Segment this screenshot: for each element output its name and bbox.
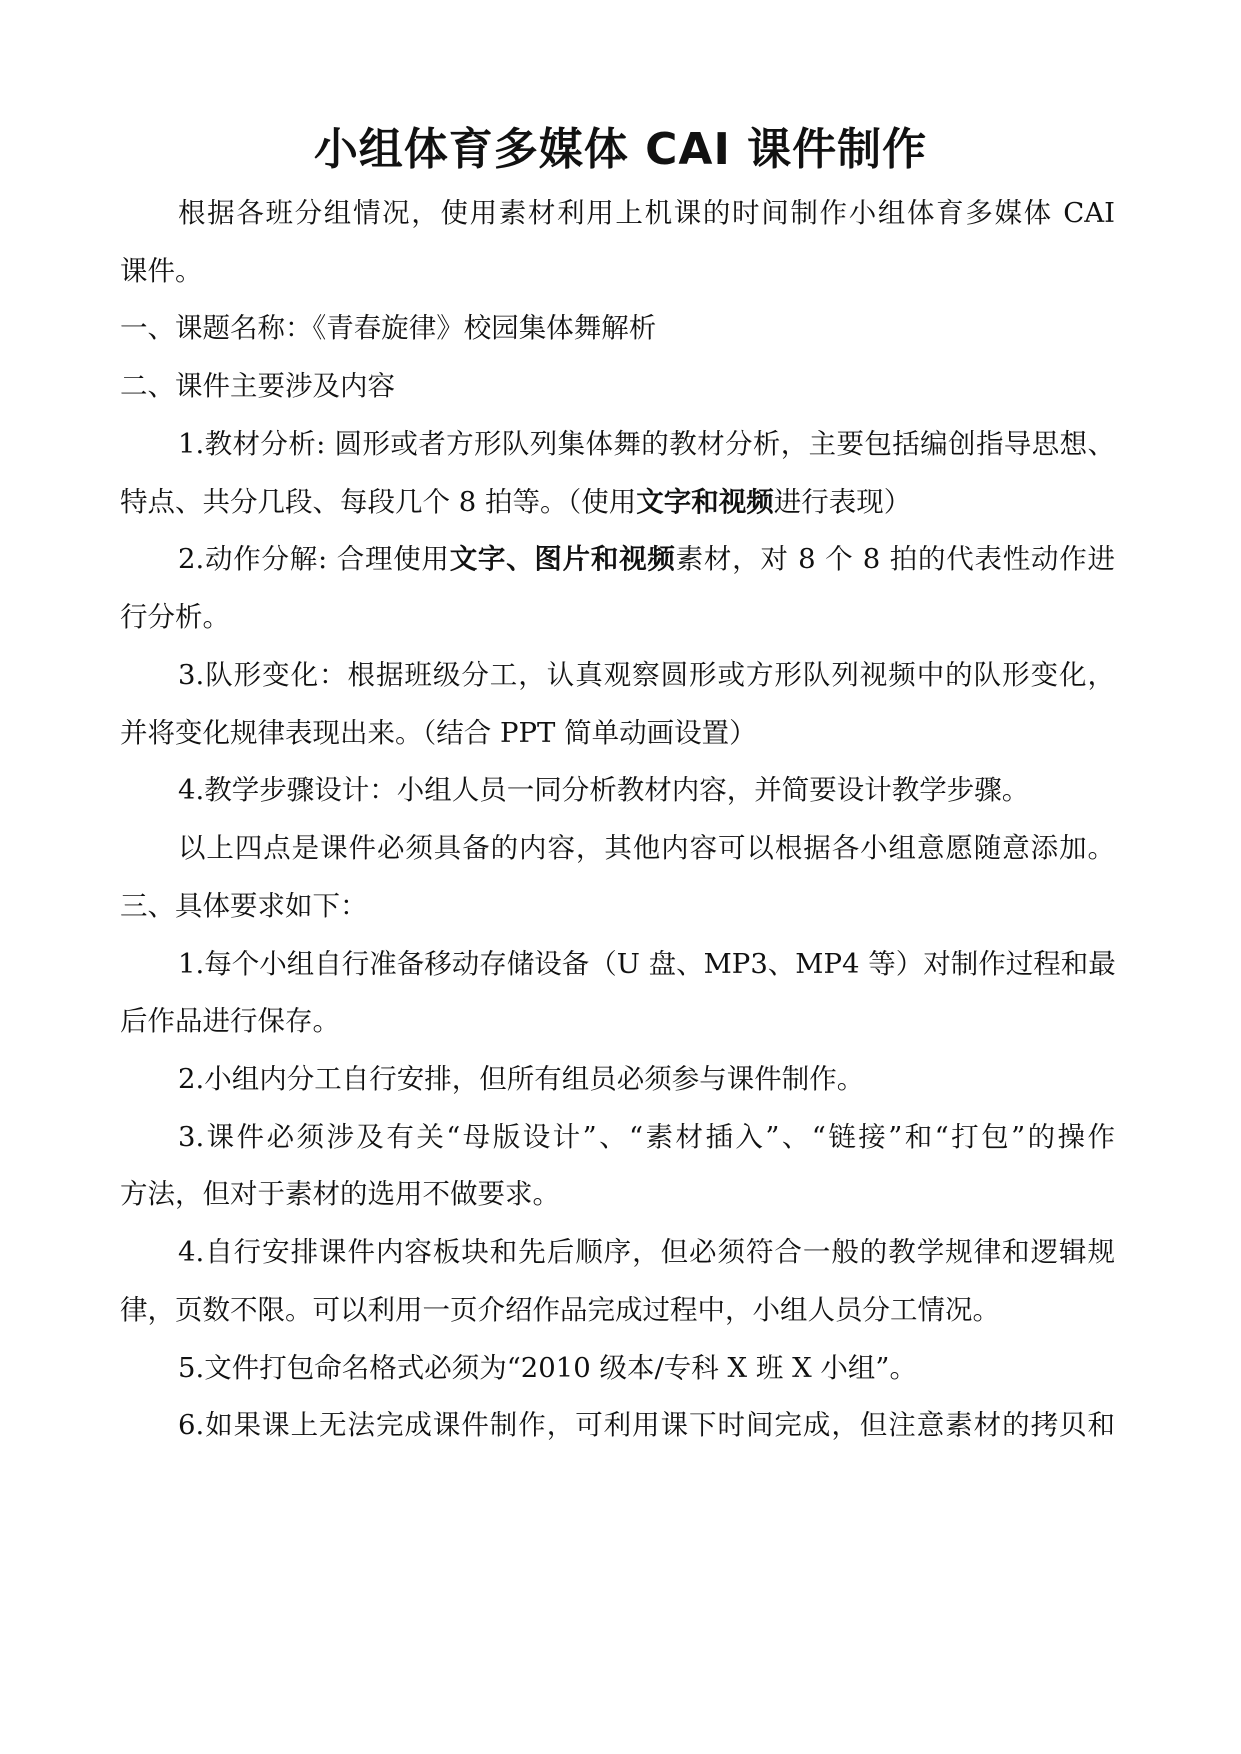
requirement-4-line-2: 律，页数不限。可以利用一页介绍作品完成过程中，小组人员分工情况。 [120, 1294, 1000, 1326]
requirement-3-line-2: 方法，但对于素材的选用不做要求。 [120, 1178, 560, 1210]
section-heading-1: 一、课题名称：《青春旋律》校园集体舞解析 [120, 312, 657, 344]
section-heading-3: 三、具体要求如下： [120, 890, 368, 922]
content-item-3-line-2: 并将变化规律表现出来。（结合 PPT 简单动画设置） [120, 717, 757, 749]
text-run: 特点、共分几段、每段几个 8 拍等。（使用 [120, 486, 637, 518]
requirement-2-line-1: 2.小组内分工自行安排，但所有组员必须参与课件制作。 [178, 1063, 865, 1095]
bold-emphasis: 文字、图片和视频 [449, 543, 676, 575]
intro-line-1: 根据各班分组情况，使用素材利用上机课的时间制作小组体育多媒体 CAI [178, 197, 1115, 229]
requirement-6-line-1: 6.如果课上无法完成课件制作，可利用课下时间完成，但注意素材的拷贝和 [178, 1409, 1115, 1441]
content-item-1-line-1: 1.教材分析: 圆形或者方形队列集体舞的教材分析，主要包括编创指导思想、 [178, 428, 1115, 460]
text-run: 进行表现） [773, 486, 912, 518]
page-title: 小组体育多媒体 CAI 课件制作 [313, 124, 928, 175]
content-item-2-line-1 [178, 539, 1115, 579]
content-item-3-line-1: 3.队形变化：根据班级分工，认真观察圆形或方形队列视频中的队形变化， [178, 659, 1115, 691]
intro-line-2: 课件。 [120, 255, 203, 287]
content-item-4-line-1: 4.教学步骤设计：小组人员一同分析教材内容，并简要设计教学步骤。 [178, 774, 1030, 806]
requirement-3-line-1: 3.课件必须涉及有关“母版设计”、“素材插入”、“链接”和“打包”的操作 [178, 1121, 1115, 1153]
content-item-1-line-2 [120, 482, 1115, 522]
text-run: 素材，对 8 个 8 拍的代表性动作进 [675, 543, 1115, 575]
requirement-5-line-1: 5.文件打包命名格式必须为“2010 级本/专科 X 班 X 小组”。 [178, 1352, 917, 1384]
section-heading-2: 二、课件主要涉及内容 [120, 370, 395, 402]
requirement-4-line-1: 4.自行安排课件内容板块和先后顺序，但必须符合一般的教学规律和逻辑规 [178, 1236, 1115, 1268]
bold-emphasis: 文字和视频 [636, 486, 774, 518]
requirement-1-line-1: 1.每个小组自行准备移动存储设备（U 盘、MP3、MP4 等）对制作过程和最 [178, 948, 1116, 980]
content-item-2-line-2: 行分析。 [120, 601, 230, 633]
requirement-1-line-2: 后作品进行保存。 [120, 1005, 340, 1037]
content-summary-line: 以上四点是课件必须具备的内容，其他内容可以根据各小组意愿随意添加。 [178, 832, 1115, 864]
text-run: 2.动作分解: 合理使用 [178, 543, 450, 575]
